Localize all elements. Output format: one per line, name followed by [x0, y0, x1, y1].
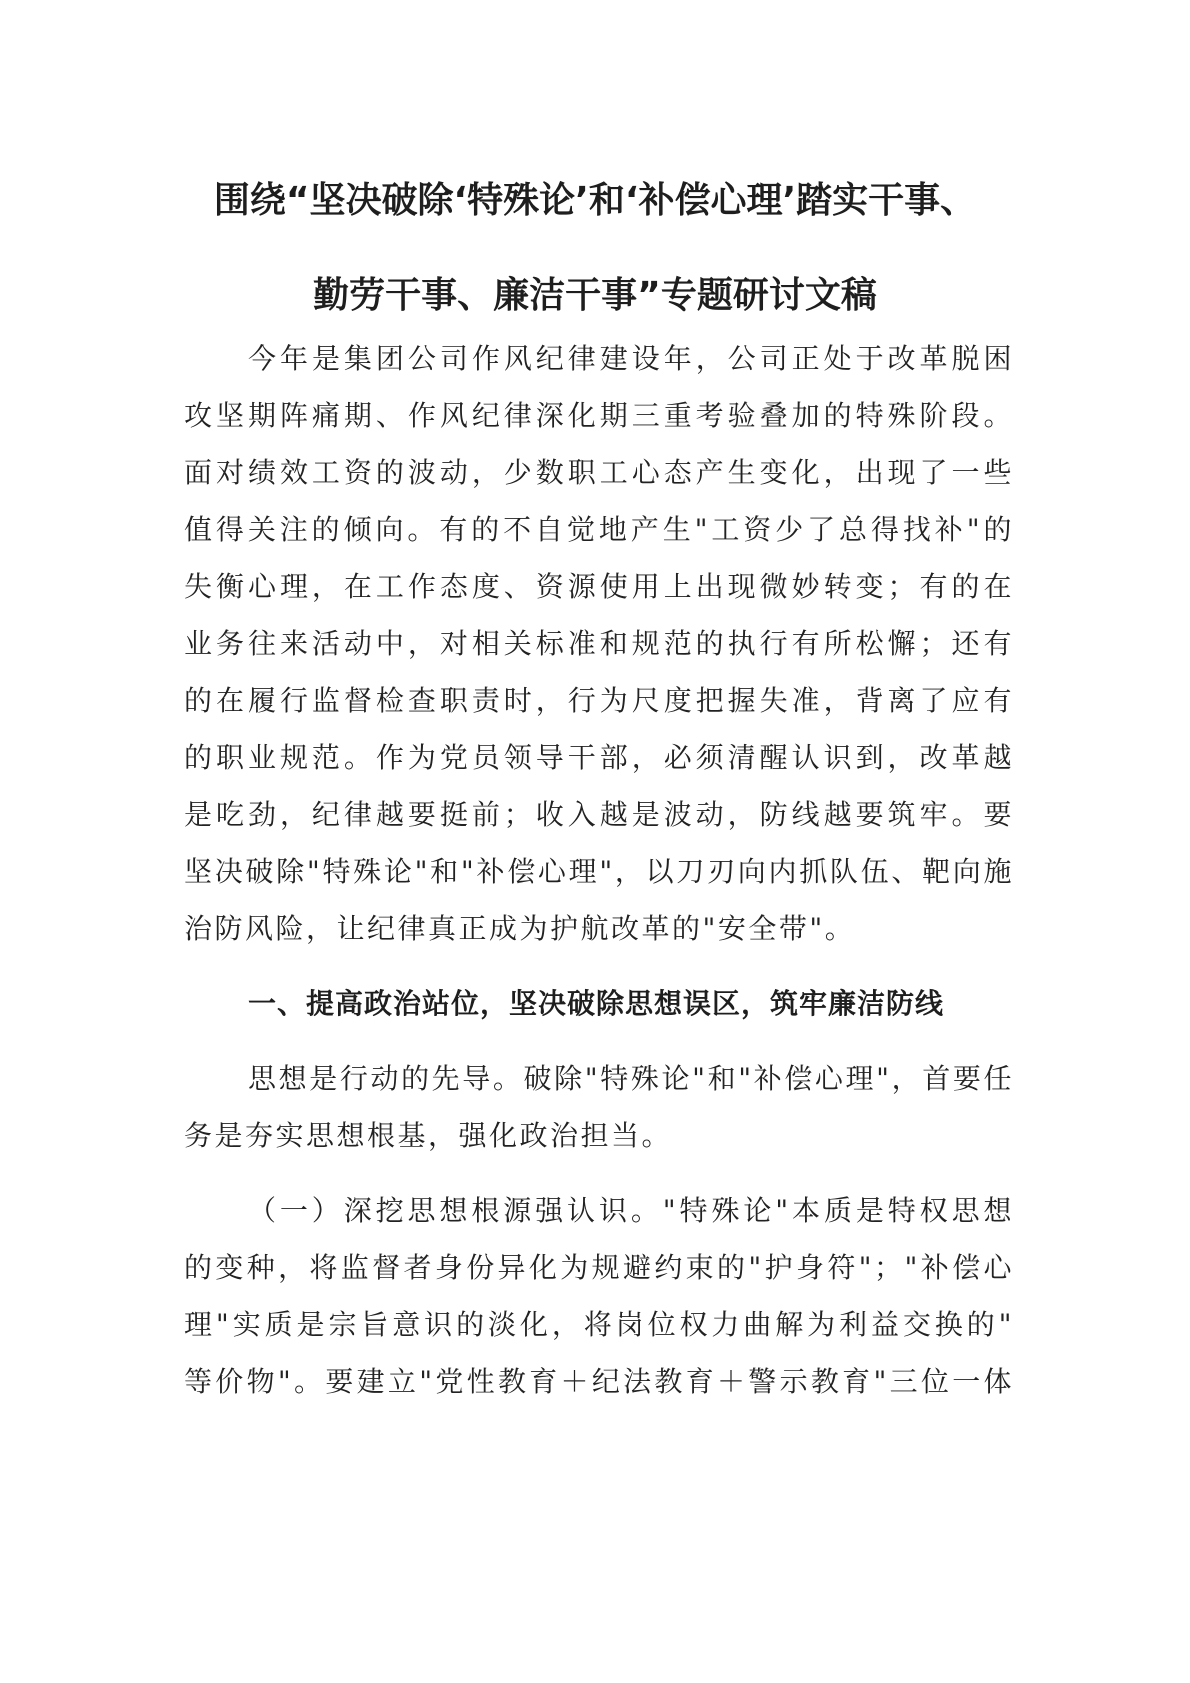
section-1-line: 思想是行动的先导。破除"特殊论"和"补偿心理"，首要任 — [248, 1062, 1014, 1095]
document-title-line-1: 围绕“坚决破除‘特殊论’和‘补偿心理’踏实干事、 — [213, 180, 977, 221]
intro-line: 的在履行监督检查职责时，行为尺度把握失准，背离了应有 — [184, 684, 1014, 717]
intro-line: 攻坚期阵痛期、作风纪律深化期三重考验叠加的特殊阶段。 — [184, 399, 1014, 432]
subsection-1-line: 的变种，将监督者身份异化为规避约束的"护身符"；"补偿心 — [184, 1251, 1014, 1284]
intro-line: 坚决破除"特殊论"和"补偿心理"，以刀刃向内抓队伍、靶向施 — [184, 855, 1014, 888]
intro-line: 业务往来活动中，对相关标准和规范的执行有所松懈；还有 — [184, 627, 1014, 660]
subsection-1-line: 等价物"。要建立"党性教育＋纪法教育＋警示教育"三位一体 — [184, 1365, 1014, 1398]
intro-line: 失衡心理，在工作态度、资源使用上出现微妙转变；有的在 — [184, 570, 1014, 603]
intro-line: 面对绩效工资的波动，少数职工心态产生变化，出现了一些 — [184, 456, 1014, 489]
subsection-1-line: 理"实质是宗旨意识的淡化，将岗位权力曲解为利益交换的" — [184, 1308, 1014, 1341]
intro-line: 是吃劲，纪律越要挺前；收入越是波动，防线越要筑牢。要 — [184, 798, 1014, 831]
intro-line: 今年是集团公司作风纪律建设年，公司正处于改革脱困 — [248, 342, 1014, 375]
section-1-heading: 一、提高政治站位，坚决破除思想误区，筑牢廉洁防线 — [248, 987, 945, 1020]
intro-line: 治防风险，让纪律真正成为护航改革的"安全带"。 — [184, 912, 856, 945]
subsection-1-line: （一）深挖思想根源强认识。"特殊论"本质是特权思想 — [248, 1194, 1014, 1227]
intro-line: 值得关注的倾向。有的不自觉地产生"工资少了总得找补"的 — [184, 513, 1014, 546]
intro-line: 的职业规范。作为党员领导干部，必须清醒认识到，改革越 — [184, 741, 1014, 774]
document-title-line-2: 勤劳干事、廉洁干事”专题研讨文稿 — [313, 275, 877, 316]
section-1-line: 务是夯实思想根基，强化政治担当。 — [184, 1119, 673, 1152]
